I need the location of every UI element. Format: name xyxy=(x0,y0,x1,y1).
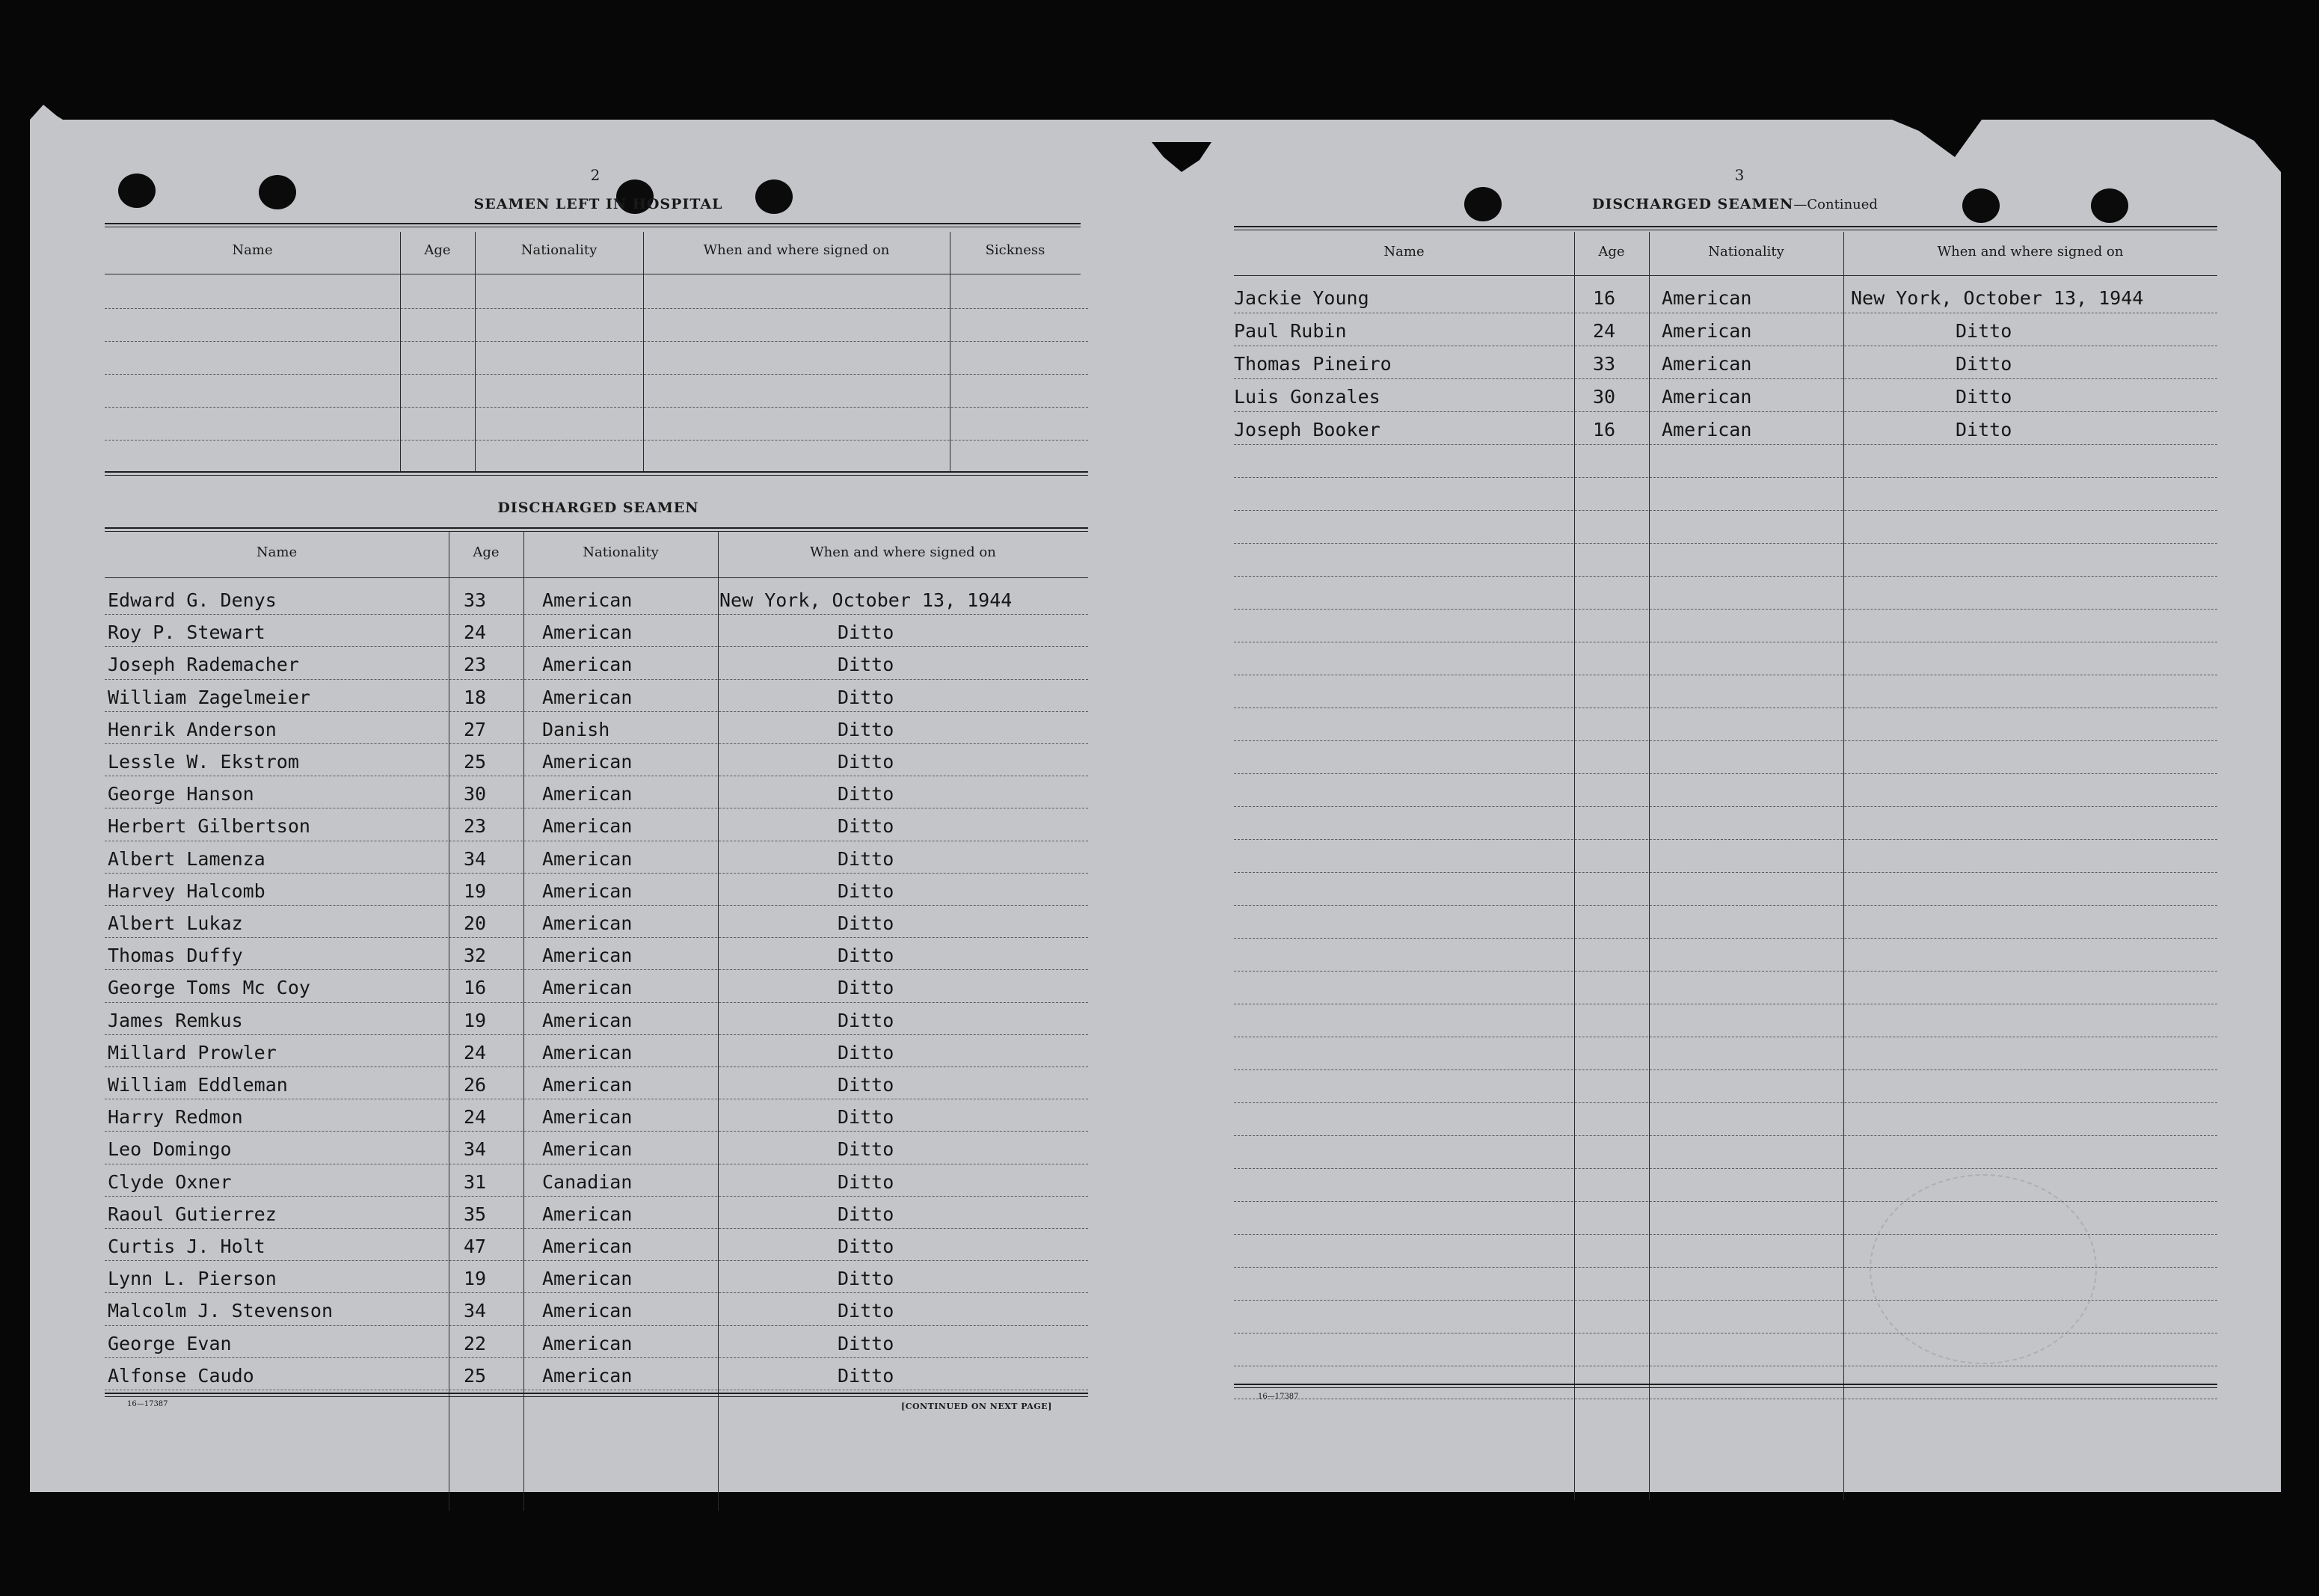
seaman-age: 23 xyxy=(464,815,487,838)
seaman-name: Joseph Booker xyxy=(1234,419,1380,441)
seaman-name: Thomas Duffy xyxy=(108,945,243,967)
seaman-signed-on: Ditto xyxy=(838,1332,894,1354)
seaman-nationality: American xyxy=(1662,419,1752,441)
row-line xyxy=(1234,1135,2217,1136)
seaman-age: 24 xyxy=(464,621,487,644)
seaman-age: 34 xyxy=(464,847,487,870)
seaman-age: 33 xyxy=(1593,353,1616,375)
seaman-nationality: American xyxy=(542,1364,633,1387)
section-title xyxy=(1473,196,1997,212)
row-line xyxy=(105,614,1088,615)
discharged-bottom-rule xyxy=(105,1393,1088,1397)
seaman-name: George Evan xyxy=(108,1332,232,1354)
row-line xyxy=(105,905,1088,906)
seaman-age: 19 xyxy=(464,880,487,902)
seaman-signed-on: Ditto xyxy=(838,1170,894,1193)
seaman-signed-on: Ditto xyxy=(838,1364,894,1387)
seaman-nationality: American xyxy=(542,1203,633,1225)
page-number: 3 xyxy=(1734,166,1745,184)
seaman-age: 23 xyxy=(464,654,487,676)
row-line xyxy=(1234,971,2217,972)
seaman-name: William Eddleman xyxy=(108,1074,288,1096)
seaman-nationality: Canadian xyxy=(542,1170,633,1193)
seaman-signed-on: Ditto xyxy=(838,654,894,676)
seaman-nationality: American xyxy=(542,783,633,805)
seaman-nationality: American xyxy=(542,977,633,999)
seaman-signed-on: Ditto xyxy=(838,1300,894,1322)
hospital-col-sickness: Sickness xyxy=(985,242,1045,258)
discharged-col-age: Age xyxy=(473,544,500,560)
seaman-signed-on: Ditto xyxy=(838,1074,894,1096)
hospital-top-rule xyxy=(105,223,1081,227)
row-line xyxy=(1234,1300,2217,1301)
seaman-signed-on: Ditto xyxy=(1956,419,2012,441)
seaman-nationality: Danish xyxy=(542,718,610,740)
seaman-nationality: American xyxy=(542,1236,633,1257)
seaman-age: 26 xyxy=(464,1074,487,1096)
seaman-name: Jackie Young xyxy=(1234,287,1369,309)
discharged-col-nationality: Nationality xyxy=(583,544,659,560)
hospital-section-title: SEAMEN LEFT IN HOSPITAL xyxy=(473,196,723,212)
seaman-age: 18 xyxy=(464,686,487,708)
seaman-age: 34 xyxy=(464,1138,487,1161)
section-title-text: DISCHARGED SEAMEN xyxy=(1592,196,1794,212)
seaman-nationality: American xyxy=(542,847,633,870)
seaman-nationality: American xyxy=(1662,287,1752,309)
seaman-signed-on: Ditto xyxy=(838,1138,894,1161)
seaman-signed-on: Ditto xyxy=(838,686,894,708)
hospital-col-nationality: Nationality xyxy=(520,242,598,258)
seaman-signed-on: Ditto xyxy=(838,912,894,934)
seaman-nationality: American xyxy=(1662,320,1752,342)
seaman-signed-on: Ditto xyxy=(838,1106,894,1129)
seaman-signed-on: Ditto xyxy=(838,945,894,967)
row-line xyxy=(1234,740,2217,741)
row-line xyxy=(105,937,1088,938)
seaman-signed-on: Ditto xyxy=(838,1009,894,1031)
seaman-name: Luis Gonzales xyxy=(1234,386,1380,408)
seaman-age: 16 xyxy=(1593,419,1616,441)
row-line xyxy=(105,1131,1088,1132)
row-line xyxy=(1234,477,2217,478)
seaman-nationality: American xyxy=(542,1009,633,1031)
seaman-nationality: American xyxy=(542,1332,633,1354)
right-divider xyxy=(1574,232,1575,1500)
hospital-line xyxy=(105,407,1088,408)
row-line xyxy=(1234,872,2217,873)
seaman-age: 33 xyxy=(464,589,487,611)
row-line xyxy=(1234,1234,2217,1235)
row-line xyxy=(105,873,1088,874)
seaman-signed-on: Ditto xyxy=(838,718,894,740)
row-line xyxy=(105,1034,1088,1035)
row-line xyxy=(1234,378,2217,379)
row-line xyxy=(1234,1267,2217,1268)
seaman-name: William Zagelmeier xyxy=(108,686,310,708)
right-top-rule xyxy=(1234,226,2217,230)
discharged-col-name: Name xyxy=(256,544,298,560)
seaman-age: 24 xyxy=(464,1106,487,1129)
seaman-nationality: American xyxy=(542,880,633,902)
row-line xyxy=(1234,773,2217,774)
row-line xyxy=(105,679,1088,680)
discharged-section-title: DISCHARGED SEAMEN xyxy=(497,500,699,516)
row-line xyxy=(1234,1168,2217,1169)
punch-hole xyxy=(259,175,296,209)
seaman-age: 35 xyxy=(464,1203,487,1225)
row-line xyxy=(1234,1069,2217,1070)
hospital-line xyxy=(105,341,1088,342)
row-line xyxy=(105,711,1088,712)
seaman-name: Edward G. Denys xyxy=(108,589,277,611)
seaman-name: Raoul Gutierrez xyxy=(108,1203,277,1225)
seaman-age: 25 xyxy=(464,1364,487,1387)
hospital-col-signed-on: When and where signed on xyxy=(703,242,890,258)
hospital-bottom-rule xyxy=(105,471,1088,476)
seaman-name: Alfonse Caudo xyxy=(108,1364,254,1387)
discharged-top-rule xyxy=(105,527,1088,532)
seaman-signed-on: Ditto xyxy=(838,1041,894,1064)
seaman-signed-on: Ditto xyxy=(838,1268,894,1290)
seaman-name: Leo Domingo xyxy=(108,1138,232,1161)
seaman-age: 34 xyxy=(464,1300,487,1322)
discharged-col-signed-on: When and where signed on xyxy=(810,544,996,560)
section-title-suffix: —Continued xyxy=(1793,197,1878,212)
seaman-age: 47 xyxy=(464,1236,487,1257)
seaman-nationality: American xyxy=(542,751,633,773)
row-line xyxy=(1234,1102,2217,1103)
seaman-signed-on: Ditto xyxy=(838,977,894,999)
seaman-age: 24 xyxy=(1593,320,1616,342)
row-line xyxy=(105,1002,1088,1003)
hospital-divider xyxy=(400,232,401,471)
seaman-nationality: American xyxy=(542,1041,633,1064)
seaman-nationality: American xyxy=(542,1268,633,1290)
hospital-line xyxy=(105,440,1088,441)
torn-corner xyxy=(30,105,75,142)
row-line xyxy=(1234,905,2217,906)
hospital-divider xyxy=(475,232,476,471)
seaman-name: Harry Redmon xyxy=(108,1106,243,1129)
seaman-name: Herbert Gilbertson xyxy=(108,815,310,838)
seaman-signed-on: New York, October 13, 1944 xyxy=(1851,287,2144,309)
seaman-nationality: American xyxy=(542,654,633,676)
seaman-name: Roy P. Stewart xyxy=(108,621,265,644)
hospital-col-age: Age xyxy=(424,242,451,258)
seaman-signed-on: Ditto xyxy=(1956,320,2012,342)
row-line xyxy=(1234,1201,2217,1202)
hospital-divider xyxy=(643,232,644,471)
row-line xyxy=(105,1066,1088,1067)
hospital-line xyxy=(105,308,1088,309)
hospital-line xyxy=(105,374,1088,375)
seaman-name: Harvey Halcomb xyxy=(108,880,265,902)
seaman-name: Albert Lamenza xyxy=(108,847,265,870)
seaman-nationality: American xyxy=(542,1300,633,1322)
seaman-signed-on: Ditto xyxy=(838,621,894,644)
seaman-name: Joseph Rademacher xyxy=(108,654,299,676)
seaman-age: 20 xyxy=(464,912,487,934)
seaman-age: 16 xyxy=(1593,287,1616,309)
seaman-signed-on: Ditto xyxy=(838,1236,894,1257)
seaman-nationality: American xyxy=(542,621,633,644)
row-line xyxy=(1234,938,2217,939)
row-line xyxy=(1234,411,2217,412)
seaman-nationality: American xyxy=(1662,353,1752,375)
seaman-nationality: American xyxy=(542,912,633,934)
seaman-name: Thomas Pineiro xyxy=(1234,353,1392,375)
seaman-signed-on: Ditto xyxy=(838,783,894,805)
seaman-name: George Hanson xyxy=(108,783,254,805)
seaman-age: 16 xyxy=(464,977,487,999)
seaman-signed-on: New York, October 13, 1944 xyxy=(719,589,1013,611)
right-col-age: Age xyxy=(1598,244,1625,260)
seaman-name: Malcolm J. Stevenson xyxy=(108,1300,334,1322)
seaman-age: 27 xyxy=(464,718,487,740)
discharged-divider xyxy=(523,531,524,1511)
seaman-signed-on: Ditto xyxy=(838,751,894,773)
seaman-name: Millard Prowler xyxy=(108,1041,277,1064)
seaman-signed-on: Ditto xyxy=(1956,386,2012,408)
seaman-name: Lynn L. Pierson xyxy=(108,1268,277,1290)
right-bottom-rule xyxy=(1234,1384,2217,1388)
discharged-divider xyxy=(718,531,719,1511)
seaman-nationality: American xyxy=(542,1138,633,1161)
seaman-name: Henrik Anderson xyxy=(108,718,277,740)
seaman-signed-on: Ditto xyxy=(1956,353,2012,375)
row-line xyxy=(105,1357,1088,1358)
row-line xyxy=(105,646,1088,647)
row-line xyxy=(1234,444,2217,445)
seaman-age: 31 xyxy=(464,1170,487,1193)
faded-stamp xyxy=(1870,1174,2097,1364)
page-number: 2 xyxy=(590,166,601,184)
seaman-signed-on: Ditto xyxy=(838,880,894,902)
row-line xyxy=(105,1260,1088,1261)
discharged-header-rule xyxy=(105,577,1088,578)
seaman-age: 32 xyxy=(464,945,487,967)
right-header-rule xyxy=(1234,275,2217,276)
seaman-name: Lessle W. Ekstrom xyxy=(108,751,299,773)
seaman-nationality: American xyxy=(542,1074,633,1096)
seaman-signed-on: Ditto xyxy=(838,1203,894,1225)
seaman-age: 30 xyxy=(1593,386,1616,408)
seaman-age: 25 xyxy=(464,751,487,773)
seaman-age: 30 xyxy=(464,783,487,805)
row-line xyxy=(1234,510,2217,511)
row-line xyxy=(105,1292,1088,1293)
seaman-nationality: American xyxy=(542,589,633,611)
form-number: 16—17387 xyxy=(127,1400,168,1408)
row-line xyxy=(105,743,1088,744)
row-line xyxy=(1234,839,2217,840)
punch-hole xyxy=(2091,188,2128,223)
seaman-name: George Toms Mc Coy xyxy=(108,977,310,999)
row-line xyxy=(1234,806,2217,807)
seaman-signed-on: Ditto xyxy=(838,815,894,838)
continued-note: [CONTINUED ON NEXT PAGE] xyxy=(901,1402,1052,1411)
punch-hole xyxy=(118,174,156,208)
seaman-name: Paul Rubin xyxy=(1234,320,1347,342)
seaman-signed-on: Ditto xyxy=(838,847,894,870)
seaman-name: Curtis J. Holt xyxy=(108,1236,265,1257)
seaman-age: 19 xyxy=(464,1009,487,1031)
seaman-name: Albert Lukaz xyxy=(108,912,243,934)
seaman-name: James Remkus xyxy=(108,1009,243,1031)
right-divider xyxy=(1649,232,1650,1500)
right-col-signed-on: When and where signed on xyxy=(1937,244,2124,260)
row-line xyxy=(105,1196,1088,1197)
right-col-nationality: Nationality xyxy=(1708,244,1784,260)
form-number: 16—17387 xyxy=(1258,1393,1299,1401)
seaman-nationality: American xyxy=(1662,386,1752,408)
row-line xyxy=(1234,609,2217,610)
right-divider xyxy=(1843,232,1844,1500)
row-line xyxy=(105,1325,1088,1326)
seaman-nationality: American xyxy=(542,1106,633,1129)
row-line xyxy=(1234,576,2217,577)
seaman-age: 24 xyxy=(464,1041,487,1064)
right-col-name: Name xyxy=(1383,244,1425,260)
seaman-name: Clyde Oxner xyxy=(108,1170,232,1193)
row-line xyxy=(105,1228,1088,1229)
seaman-nationality: American xyxy=(542,815,633,838)
seaman-age: 19 xyxy=(464,1268,487,1290)
row-line xyxy=(105,969,1088,970)
seaman-nationality: American xyxy=(542,945,633,967)
hospital-col-name: Name xyxy=(232,242,273,258)
seaman-nationality: American xyxy=(542,686,633,708)
seaman-age: 22 xyxy=(464,1332,487,1354)
row-line xyxy=(1234,543,2217,544)
